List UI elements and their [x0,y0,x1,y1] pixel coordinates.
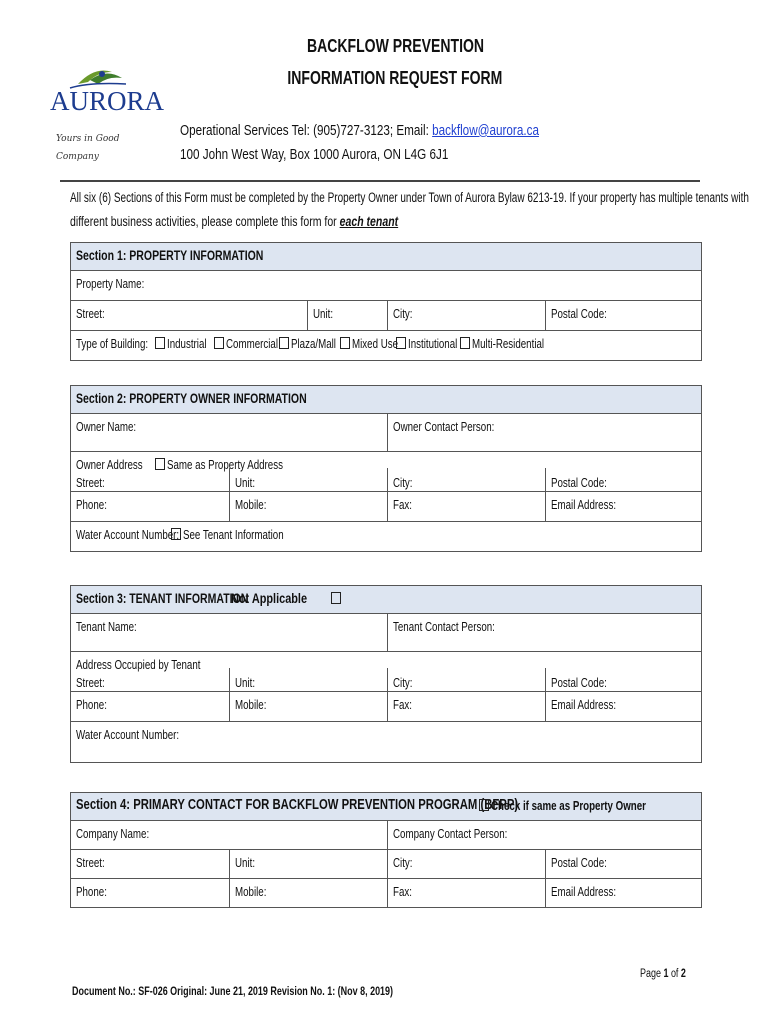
bfpp-unit-field[interactable]: Unit: [229,850,388,878]
tenant-name-row [71,614,701,652]
owner-street-field[interactable]: Owner Address Street: [76,458,143,490]
section3-title: Section 3: TENANT INFORMATION [76,591,249,606]
bfpp-address-row [71,850,701,879]
tenant-water-account-field[interactable]: Water Account Number: [76,728,180,742]
checkbox-industrial[interactable]: Industrial [155,337,218,351]
owner-water-account-row[interactable]: Water Account Number: See Tenant Information [71,522,701,551]
tenant-name-field[interactable]: Tenant Name: [76,620,137,634]
tenant-city-field[interactable]: City: [387,668,546,691]
bfpp-phone-row [71,879,701,907]
owner-postal-field[interactable]: Postal Code: [545,468,701,491]
building-type-row [71,331,701,360]
checkbox-commercial[interactable]: Commercial [214,337,293,351]
property-address-row [71,301,701,331]
section-property-information [70,242,702,361]
tenant-unit-field[interactable]: Unit: [229,668,388,691]
city-field[interactable]: City: [387,301,546,330]
header-rule [60,180,700,182]
section-tenant-information [70,585,702,763]
unit-field[interactable]: Unit: [307,301,388,330]
tenant-address-row [71,652,701,692]
form-title-line2: INFORMATION REQUEST FORM [287,68,503,88]
logo-wordmark: AURORA [50,86,165,116]
checkbox-same-as-property[interactable]: Same as Property Address [155,458,316,472]
page-number: Page 1 of 2 [640,968,686,980]
tenant-postal-field[interactable]: Postal Code: [545,668,701,691]
company-name-field[interactable]: Company Name: [76,827,150,841]
owner-email-field[interactable]: Email Address: [545,492,701,521]
owner-mobile-field[interactable]: Mobile: [229,492,388,521]
bfpp-postal-field[interactable]: Postal Code: [545,850,701,878]
owner-name-row [71,414,701,452]
building-type-label: Type of Building: [76,337,149,351]
email-link[interactable]: backflow@aurora.ca [432,122,539,139]
tenant-street-field[interactable]: Address Occupied by Tenant Street: [76,658,201,690]
contact-line: Operational Services Tel: (905)727-3123; Email: backflow@aurora.ca [180,122,539,139]
checkbox-see-tenant[interactable]: See Tenant Information [171,528,312,542]
address-line: 100 John West Way, Box 1000 Aurora, ON L4G 6J1 [180,146,449,163]
owner-phone-field[interactable]: Phone: [76,498,107,512]
checkbox-not-applicable[interactable]: Not Applicable [231,590,343,606]
intro-line2: different business activities, please complete this form for each tenant [70,214,399,229]
aurora-logo [50,62,165,162]
tenant-contact-field[interactable]: Tenant Contact Person: [387,614,701,651]
section2-title: Section 2: PROPERTY OWNER INFORMATION [76,391,307,406]
section-property-owner [70,385,702,552]
owner-fax-field[interactable]: Fax: [387,492,546,521]
checkbox-plaza-mall[interactable]: Plaza/Mall [279,337,349,351]
owner-unit-field[interactable]: Unit: [229,468,388,491]
owner-phone-row [71,492,701,522]
company-contact-field[interactable]: Company Contact Person: [387,821,701,849]
bfpp-phone-field[interactable]: Phone: [76,885,107,899]
owner-name-field[interactable]: Owner Name: [76,420,137,434]
company-row [71,821,701,850]
tenant-email-field[interactable]: Email Address: [545,692,701,721]
tenant-phone-field[interactable]: Phone: [76,698,107,712]
form-title-line1: BACKFLOW PREVENTION [306,36,484,56]
tenant-phone-row [71,692,701,722]
bfpp-city-field[interactable]: City: [387,850,546,878]
bfpp-street-field[interactable]: Street: [76,856,105,870]
bfpp-fax-field[interactable]: Fax: [387,879,546,907]
checkbox-same-as-owner[interactable]: Check if same as Property Owner [479,799,690,813]
checkbox-institutional[interactable]: Institutional [396,337,471,351]
each-tenant-emphasis: each tenant [339,214,399,229]
bfpp-email-field[interactable]: Email Address: [545,879,701,907]
section1-title: Section 1: PROPERTY INFORMATION [76,248,264,263]
intro-line1: All six (6) Sections of this Form must be completed by the Property Owner under Town of Aurora Bylaw 6213-19. If your property has multiple tenants with [70,190,749,205]
tenant-fax-field[interactable]: Fax: [387,692,546,721]
checkbox-mixed-use[interactable]: Mixed Use [340,337,411,351]
logo-tagline: Yours in Good Company [56,134,120,162]
document-number: Document No.: SF-026 Original: June 21, 2019 Revision No. 1: (Nov 8, 2019) [72,986,394,998]
street-field[interactable]: Street: [76,307,105,321]
postal-code-field[interactable]: Postal Code: [545,301,701,330]
tenant-mobile-field[interactable]: Mobile: [229,692,388,721]
bfpp-mobile-field[interactable]: Mobile: [229,879,388,907]
checkbox-multi-residential[interactable]: Multi-Residential [460,337,564,351]
owner-address-row [71,452,701,492]
section4-title: Section 4: PRIMARY CONTACT FOR BACKFLOW PREVENTION PROGRAM (BFPP) [76,797,519,813]
owner-contact-field[interactable]: Owner Contact Person: [387,414,701,451]
owner-city-field[interactable]: City: [387,468,546,491]
section-primary-contact [70,792,702,908]
property-name-field[interactable]: Property Name: [71,271,701,301]
